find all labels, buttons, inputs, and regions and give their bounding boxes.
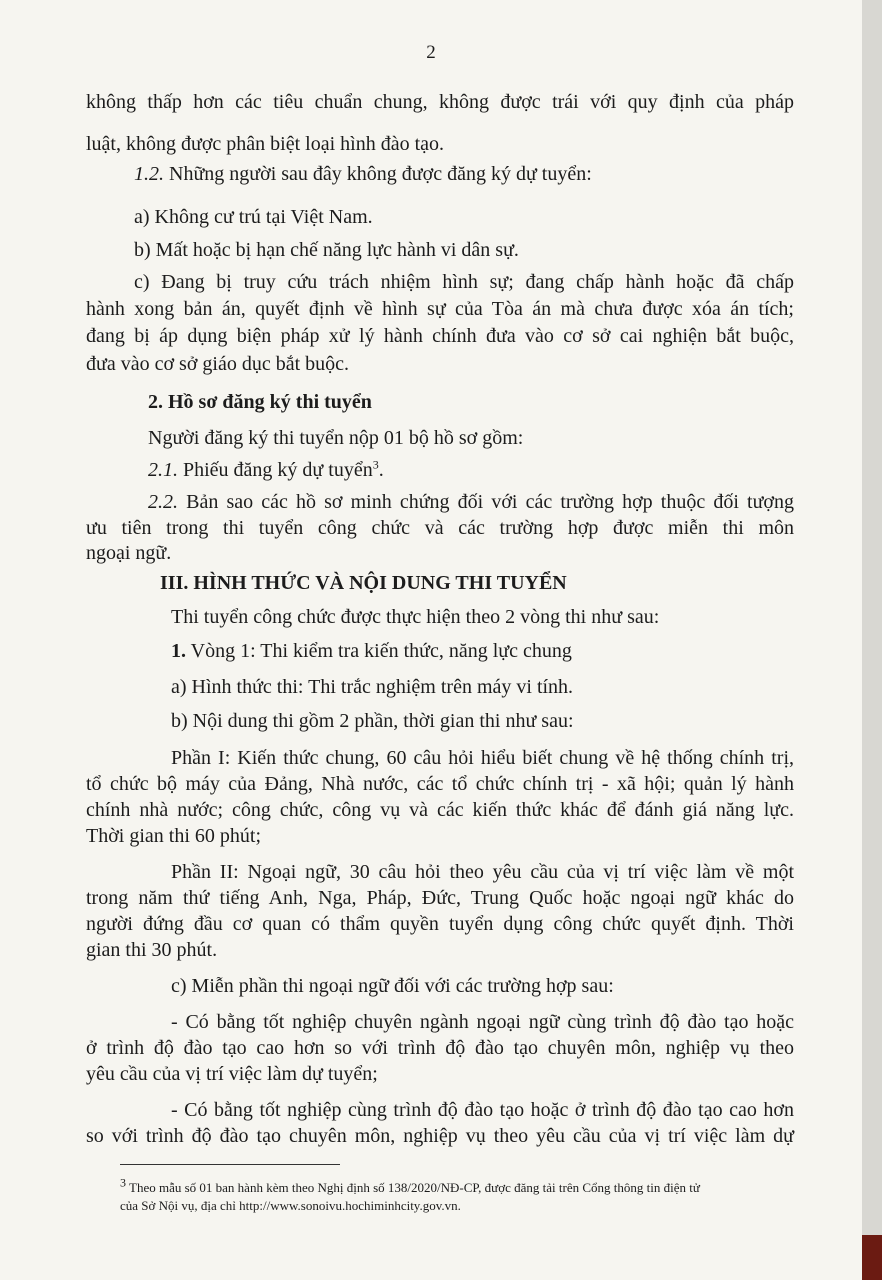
body-line: ở trình độ đào tạo cao hơn so với trình độ đào tạo chuyên môn, nghiệp vụ theo [86,1037,794,1059]
footnote-text: Theo mẫu số 01 ban hành kèm theo Nghị định số 138/2020/NĐ-CP, được đăng tải trên Cổng thông tin điện tử [126,1180,700,1195]
section-heading: 2. Hồ sơ đăng ký thi tuyển [148,391,372,413]
body-line: Phần I: Kiến thức chung, 60 câu hỏi hiểu biết chung về hệ thống chính trị, [171,747,794,769]
page-edge [862,0,882,1280]
footnote-number: 3 [120,1175,126,1190]
body-line: a) Hình thức thi: Thi trắc nghiệm trên máy vi tính. [171,676,574,698]
body-line: Người đăng ký thi tuyển nộp 01 bộ hồ sơ gồm: [148,427,524,449]
body-line: luật, không được phân biệt loại hình đào tạo. [86,133,445,155]
body-line: ngoại ngữ. [86,542,172,564]
body-line: so với trình độ đào tạo chuyên môn, nghiệp vụ theo yêu cầu của vị trí việc làm dự [86,1125,794,1147]
body-line: người đứng đầu cơ quan có thẩm quyền tuyển dụng công chức quyết định. Thời [86,913,794,935]
footnote-divider [120,1164,340,1165]
body-line: a) Không cư trú tại Việt Nam. [134,206,373,228]
body-line: hành xong bản án, quyết định về hình sự của Tòa án mà chưa được xóa án tích; [86,298,794,320]
body-line: đang bị áp dụng biện pháp xử lý hành chính đưa vào cơ sở cai nghiện bắt buộc, [86,325,794,347]
body-line: Thời gian thi 60 phút; [86,825,262,847]
subsection-2-1 [148,458,794,482]
body-line: c) Miễn phần thi ngoại ngữ đối với các trường hợp sau: [171,975,614,997]
punctuation: . [378,459,384,481]
body-line: b) Nội dung thi gồm 2 phần, thời gian thi như sau: [171,710,574,732]
subsection-2-2 [148,490,794,514]
body-line: Phần II: Ngoại ngữ, 30 câu hỏi theo yêu cầu của vị trí việc làm về một [171,861,794,883]
footnote-line: của Sở Nội vụ, địa chỉ http://www.sonoivu.hochiminhcity.gov.vn. [120,1198,461,1213]
subsection-text: Bản sao các hồ sơ minh chứng đối với các trường hợp thuộc đối tượng [178,491,794,513]
body-line: - Có bằng tốt nghiệp chuyên ngành ngoại ngữ cùng trình độ đào tạo hoặc [171,1011,794,1033]
body-line: - Có bằng tốt nghiệp cùng trình độ đào tạo hoặc ở trình độ đào tạo cao hơn [171,1099,794,1121]
part-heading-iii: III. HÌNH THỨC VÀ NỘI DUNG THI TUYỂN [160,572,567,594]
binder-edge [862,1235,882,1280]
round-1-heading [171,639,794,663]
subsection-number: 2.1. [148,459,178,481]
body-line: ưu tiên trong thi tuyển công chức và các trường hợp được miễn thi môn [86,517,794,539]
subsection-number: 1.2. [134,163,164,185]
footnote-line [120,1175,796,1196]
body-line: đưa vào cơ sở giáo dục bắt buộc. [86,353,350,375]
footnote-ref: 3 [372,457,379,472]
body-line: gian thi 30 phút. [86,939,218,961]
body-line: tổ chức bộ máy của Đảng, Nhà nước, các tổ chức chính trị - xã hội; quản lý hành [86,773,794,795]
subsection-number: 2.2. [148,491,178,513]
body-line: không thấp hơn các tiêu chuẩn chung, không được trái với quy định của pháp [86,91,794,113]
subsection-1-2 [134,162,794,186]
body-line: chính nhà nước; công chức, công vụ và các kiến thức khác để đánh giá năng lực. [86,799,794,821]
body-line: c) Đang bị truy cứu trách nhiệm hình sự; đang chấp hành hoặc đã chấp [134,271,794,293]
round-text: Vòng 1: Thi kiểm tra kiến thức, năng lực chung [186,640,572,662]
page-number: 2 [426,42,436,63]
body-line: Thi tuyển công chức được thực hiện theo 2 vòng thi như sau: [171,606,660,628]
round-number: 1. [171,640,186,662]
subsection-text: Những người sau đây không được đăng ký dự tuyển: [164,163,592,185]
body-line: b) Mất hoặc bị hạn chế năng lực hành vi dân sự. [134,239,519,261]
subsection-text: Phiếu đăng ký dự tuyển [178,459,373,481]
body-line: yêu cầu của vị trí việc làm dự tuyển; [86,1063,378,1085]
body-line: trong năm thứ tiếng Anh, Nga, Pháp, Đức, Trung Quốc hoặc ngoại ngữ khác do [86,887,794,909]
